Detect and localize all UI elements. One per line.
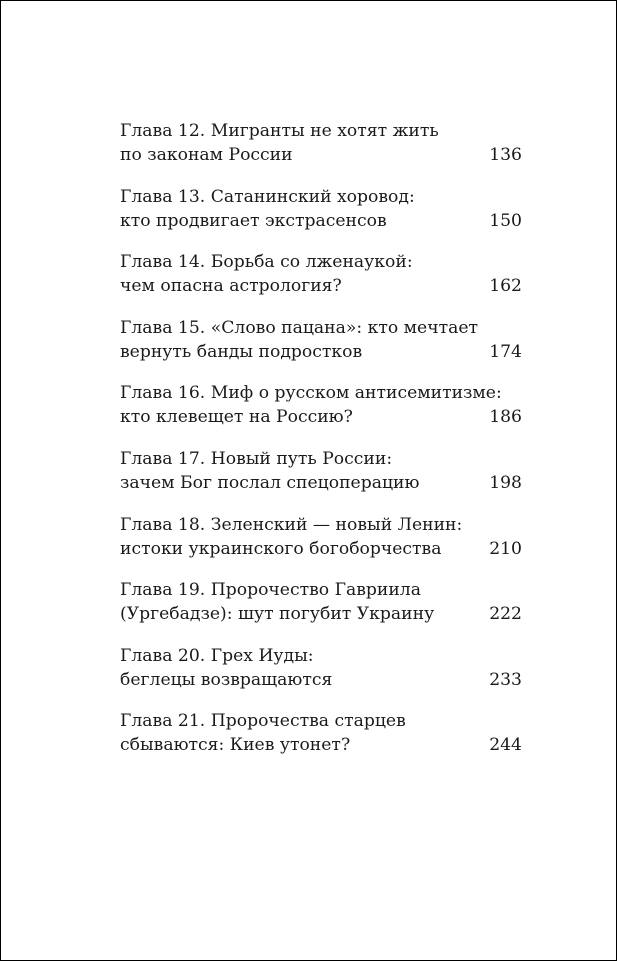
toc-entry-title-line-2: чем опасна астрология? bbox=[120, 276, 342, 297]
toc-entry-title-line-1: Глава 18. Зеленский — новый Ленин: bbox=[120, 514, 463, 535]
toc-entry-title-line-1: Глава 21. Пророчества старцев bbox=[120, 711, 406, 732]
toc-entry-title-line-1: Глава 14. Борьба со лженаукой: bbox=[120, 252, 413, 273]
toc-entry-title-line-2: беглецы возвращаются bbox=[120, 669, 333, 690]
toc-entry-title-line-2: (Ургебадзе): шут погубит Украину bbox=[120, 604, 435, 625]
toc-entry-page-number: 136 bbox=[489, 145, 522, 165]
toc-entry-title-line-1: Глава 20. Грех Иуды: bbox=[120, 645, 314, 666]
toc-entry bbox=[120, 513, 522, 561]
toc-entry-page-number: 174 bbox=[489, 341, 522, 362]
table-of-contents bbox=[120, 119, 522, 775]
toc-entry-page-number: 244 bbox=[489, 735, 522, 756]
toc-entry-title-line-2: вернуть банды подростков bbox=[120, 341, 363, 362]
toc-entry-title-line-2: истоки украинского богоборчества bbox=[120, 538, 442, 559]
toc-entry-title-line-1: Глава 15. «Слово пацана»: кто мечтает bbox=[120, 317, 479, 338]
toc-entry bbox=[120, 381, 522, 429]
toc-entry bbox=[120, 185, 522, 233]
toc-entry bbox=[120, 578, 522, 626]
toc-entry-page-number: 198 bbox=[489, 472, 522, 493]
toc-entry bbox=[120, 119, 522, 167]
toc-entry bbox=[120, 316, 522, 364]
toc-entry-page-number: 222 bbox=[489, 604, 522, 625]
toc-entry-title-line-1: Глава 19. Пророчество Гавриила bbox=[120, 580, 421, 601]
toc-entry-title-line-1: Глава 16. Миф о русском антисемитизме: bbox=[120, 383, 502, 404]
toc-entry bbox=[120, 250, 522, 298]
toc-entry bbox=[120, 644, 522, 692]
toc-entry-title-line-2: кто продвигает экстрасенсов bbox=[120, 210, 387, 231]
toc-entry-page-number: 150 bbox=[489, 210, 522, 231]
toc-entry-title-line-1: Глава 17. Новый путь России: bbox=[120, 448, 393, 469]
toc-entry-title-line-2: зачем Бог послал спецоперацию bbox=[120, 472, 420, 493]
toc-entry-page-number: 162 bbox=[489, 276, 522, 297]
toc-entry-page-number: 210 bbox=[489, 538, 522, 559]
toc-entry-page-number: 186 bbox=[489, 407, 522, 428]
toc-entry-page-number: 233 bbox=[489, 669, 522, 690]
toc-entry bbox=[120, 709, 522, 757]
toc-entry-title-line-2: кто клевещет на Россию? bbox=[120, 407, 353, 428]
toc-entry bbox=[120, 447, 522, 495]
toc-entry-title-line-1: Глава 12. Мигранты не хотят жить bbox=[120, 121, 439, 141]
toc-entry-title-line-2: сбываются: Киев утонет? bbox=[120, 735, 351, 756]
toc-entry-title-line-2: по законам России bbox=[120, 145, 293, 165]
toc-entry-title-line-1: Глава 13. Сатанинский хоровод: bbox=[120, 186, 415, 207]
